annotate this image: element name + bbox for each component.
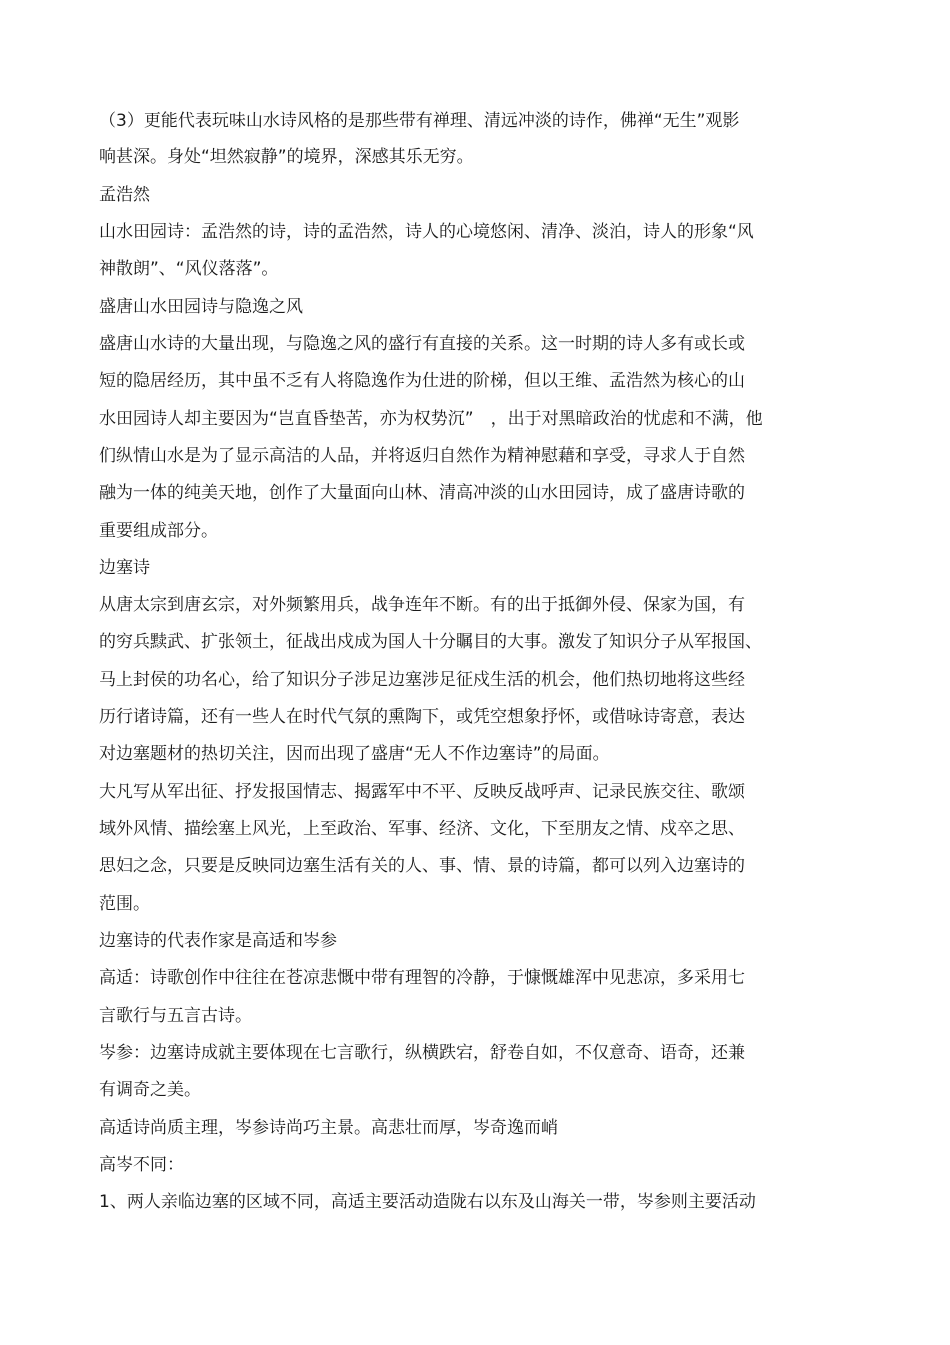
text-line: （3）更能代表玩味山水诗风格的是那些带有禅理、清远冲淡的诗作，佛禅“无生”观影 [99,111,740,131]
text-line: 岑参：边塞诗成就主要体现在七言歌行，纵横跌宕，舒卷自如，不仅意奇、语奇，还兼 [99,1043,745,1063]
section-heading: 边塞诗 [99,558,150,578]
text-line: 马上封侯的功名心，给了知识分子涉足边塞涉足征戍生活的机会，他们热切地将这些经 [99,670,745,690]
text-line: 神散朗”、“风仪落落”。 [99,259,279,279]
text-line: 高适诗尚质主理，岑参诗尚巧主景。高悲壮而厚，岑奇逸而峭 [99,1118,558,1138]
text-line: 大凡写从军出征、抒发报国情志、揭露军中不平、反映反战呼声、记录民族交往、歌颂 [99,782,745,802]
text-line: 对边塞题材的热切关注，因而出现了盛唐“无人不作边塞诗”的局面。 [99,744,610,764]
text-line: 盛唐山水诗的大量出现，与隐逸之风的盛行有直接的关系。这一时期的诗人多有或长或 [99,334,745,354]
text-line: 的穷兵黩武、扩张领土，征战出戍成为国人十分瞩目的大事。激发了知识分子从军报国、 [99,632,762,652]
text-line: 高适：诗歌创作中往往在苍凉悲慨中带有理智的冷静，于慷慨雄浑中见悲凉，多采用七 [99,968,745,988]
section-heading: 高岑不同： [99,1155,184,1175]
text-line: 从唐太宗到唐玄宗，对外频繁用兵，战争连年不断。有的出于抵御外侵、保家为国，有 [99,595,745,615]
text-line: 融为一体的纯美天地，创作了大量面向山林、清高冲淡的山水田园诗，成了盛唐诗歌的 [99,483,745,503]
text-line: 水田园诗人却主要因为“岂直昏垫苦，亦为权势沉” ，出于对黑暗政治的忧虑和不满，他 [99,409,763,429]
text-line: 们纵情山水是为了显示高洁的人品，并将返归自然作为精神慰藉和享受，寻求人于自然 [99,446,745,466]
section-heading: 边塞诗的代表作家是高适和岑参 [99,931,337,951]
text-line: 短的隐居经历，其中虽不乏有人将隐逸作为仕进的阶梯，但以王维、孟浩然为核心的山 [99,371,745,391]
text-line: 山水田园诗：孟浩然的诗，诗的孟浩然，诗人的心境悠闲、清净、淡泊，诗人的形象“风 [99,222,754,242]
list-item: 1、两人亲临边塞的区域不同，高适主要活动造陇右以东及山海关一带，岑参则主要活动 [99,1192,756,1212]
text-line: 响甚深。身处“坦然寂静”的境界，深感其乐无穷。 [99,147,474,167]
text-line: 重要组成部分。 [99,521,218,541]
text-line: 历行诸诗篇，还有一些人在时代气氛的熏陶下，或凭空想象抒怀，或借咏诗寄意，表达 [99,707,745,727]
text-line: 域外风情、描绘塞上风光，上至政治、军事、经济、文化，下至朋友之情、戍卒之思、 [99,819,745,839]
text-line: 范围。 [99,894,150,914]
text-line: 有调奇之美。 [99,1080,201,1100]
text-line: 言歌行与五言古诗。 [99,1006,252,1026]
text-line: 思妇之念，只要是反映同边塞生活有关的人、事、情、景的诗篇，都可以列入边塞诗的 [99,856,745,876]
section-heading: 盛唐山水田园诗与隐逸之风 [99,297,303,317]
section-heading: 孟浩然 [99,185,150,205]
